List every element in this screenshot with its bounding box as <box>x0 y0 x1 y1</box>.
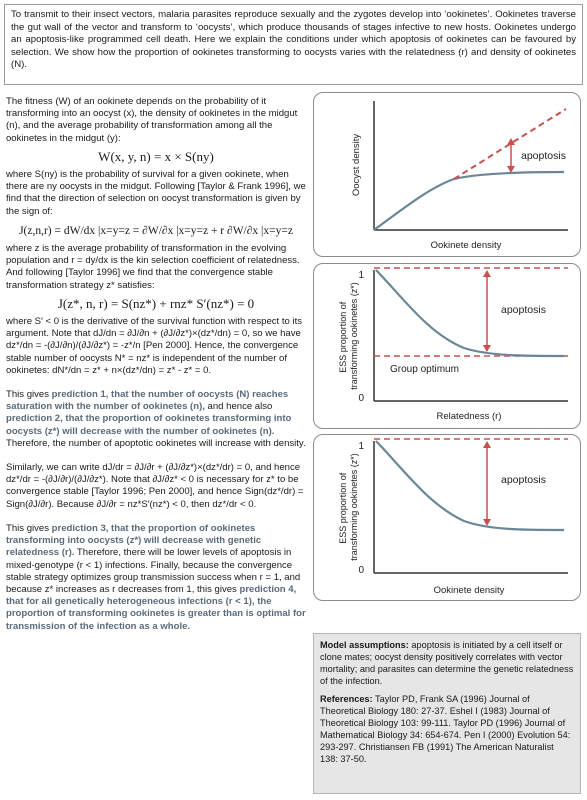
y-label <box>338 453 359 561</box>
p5e: Therefore, the number of apoptotic ookinetes will increase with density. <box>6 437 306 449</box>
references <box>320 693 574 765</box>
paragraph-derivative: where S′ < 0 is the derivative of the survival function with respect to its argument. Note that dJ/dn = ∂J/∂n + (∂J/∂z*)×(dz*/dn) = 0, so we have dz*/dn = -(∂J/∂n)/(∂J/∂z*) = -z*/n [Pen 2000]. Hence, the convergence stable number of oocysts N* = nz* is independent of the number of ookinetes: dN*/dn = z* + n×(dz*/dn) = z* - z* = 0. <box>6 316 303 376</box>
annotation: apoptosis <box>501 474 546 486</box>
equation-fitness-text: W(x, y, n) = x × S(ny) <box>98 148 214 164</box>
p5c: and hence also <box>204 401 273 413</box>
group-optimum-label: Group optimum <box>390 364 459 375</box>
equation-selection-text: J(z,n,r) = dW/dx |x=y=z = ∂W/∂x |x=y=z + r ∂W/∂x |x=y=z <box>19 224 293 237</box>
intro-text: To transmit to their insect vectors, malaria parasites reproduce sexually and the zygotes develop into ‘ookinetes’. Ookinetes traverse the gut wall of the vector and transform to ‘oocysts’, which produce thousands of stages infective to new hosts. Ookinetes undergo an apoptosis-like programmed cell death. Here we explain the conditions under which apoptosis of ookinetes can be favoured by selection. We show how the proportion of ookinetes transforming to oocysts varies with the relatedness (r) and density of ookinetes (N). <box>11 9 576 71</box>
paragraph-similarly: Similarly, we can write dJ/dr = ∂J/∂r + (∂J/∂z*)×(dz*/dr) = 0, and hence dz*/dr = -(∂J/∂r)/(∂J/∂z*). Note that ∂J/∂z* < 0 is necessary for z* to be convergence stable [Taylor 1996; Pen 2000], and hence Sign(dz*/dr) = Sign(∂J/∂r). Because ∂J/∂r = nz*S′(nz*) < 0, then dz*/dr < 0. <box>6 462 304 510</box>
tick-one: 1 <box>358 270 364 281</box>
tick-zero: 0 <box>358 565 364 576</box>
equation-convergence-text: J(z*, n, r) = S(nz*) + rnz* S′(nz*) = 0 <box>57 295 255 311</box>
assumptions-title: Model assumptions: <box>320 640 409 650</box>
paragraph-survival: where S(ny) is the probability of survival for a given ookinete, when there are ny oocysts in the midgut. Following [Taylor & Frank 1996], we find that the direction of selection on oocyst transformation is given by the sign of: <box>6 169 306 217</box>
series-curve <box>374 172 564 230</box>
x-label: Ookinete density <box>430 240 502 251</box>
annotation: apoptosis <box>521 150 566 162</box>
chart-ookinete-svg <box>314 435 582 602</box>
tick-one: 1 <box>358 441 364 452</box>
references-text: Taylor PD, Frank SA (1996) Journal of Theoretical Biology 180: 27-37. Eshel I (1983) Journal of Theoretical Biology 103: 99-111. Taylor PD (1996) Journal of Mathematical Biology 34: 654-674. Pen I (2000) Evolution 54: 293-297. Christiansen FB (1991) The American Naturalist 138: 37-50. <box>320 694 571 764</box>
arrow-head-down <box>483 519 491 526</box>
arrow-head-up <box>483 441 491 448</box>
chart-oocyst-density <box>313 92 581 257</box>
y-label-line1: ESS proportion of <box>338 301 348 373</box>
chart-relatedness <box>313 263 581 429</box>
prediction-2: prediction 2, that the proportion of ookinetes transforming into oocysts (z*) will decrease with the number of ookinetes (n). <box>6 413 292 437</box>
arrow-head-up <box>483 270 491 277</box>
annotation: apoptosis <box>501 304 546 316</box>
equation-fitness <box>6 148 306 164</box>
paragraph-relatedness: where z is the average probability of transformation in the evolving population and r = dy/dx is the kin selection coefficient of relatedness. And following [Taylor 1996] we find that the convergence stable transformation strategy z* satisfies: <box>6 243 300 291</box>
paragraph-predictions-3-4 <box>6 523 306 633</box>
main-text <box>6 96 306 633</box>
equation-convergence <box>6 295 306 311</box>
tick-zero: 0 <box>358 393 364 404</box>
intro-box <box>4 4 583 85</box>
equation-selection <box>6 224 306 237</box>
arrow-head-down <box>483 345 491 352</box>
chart-relatedness-svg <box>314 264 582 430</box>
y-label-line2: transforming ookinetes (z*) <box>349 453 359 561</box>
y-label-line2: transforming ookinetes (z*) <box>349 282 359 390</box>
prediction-1: prediction 1, that the number of oocysts (N) reaches saturation with the number of ookinetes (n), <box>6 389 289 413</box>
assumptions-text: apoptosis is initiated by a cell itself or clone mates; oocyst density positively correlates with vector mortality; and parasites can determine the genetic relatedness of the infection. <box>320 640 574 686</box>
p7c: Therefore, there will be lower levels of apoptosis in mixed-genotype (r < 1) infections. Finally, because the convergence stable strategy optimizes group transmission success when r = 1, and because z* increases as r decreases from 1, this gives <box>6 547 301 595</box>
model-assumptions <box>320 639 574 687</box>
y-label-line1: ESS proportion of <box>338 472 348 544</box>
chart-oocyst-svg <box>314 93 582 258</box>
p7a: This gives <box>6 522 52 534</box>
chart-ookinete-density <box>313 434 581 601</box>
y-label: Oocyst density <box>351 133 362 197</box>
assumptions-box <box>313 633 581 794</box>
p5a: This gives <box>6 389 52 401</box>
paragraph-fitness: The fitness (W) of an ookinete depends on the probability of it transforming into an oocyst (x), the density of ookinetes in the midgut (n), and the average probability of transformation among all the ookinetes in the midgut (y): <box>6 96 298 144</box>
x-label: Ookinete density <box>433 585 505 596</box>
prediction-3: prediction 3, that the proportion of ookinetes transforming into oocysts (z*) will decrease with genetic relatedness (r). <box>6 522 262 559</box>
paragraph-predictions-1-2 <box>6 389 306 450</box>
prediction-4: prediction 4, that for all genetically heterogeneous infections (r < 1), the proportion of transforming ookinetes is greater than is optimal for transmission of the infection as a whole. <box>6 583 306 632</box>
x-label: Relatedness (r) <box>436 411 502 422</box>
y-label <box>338 282 359 390</box>
references-title: References: <box>320 694 373 704</box>
